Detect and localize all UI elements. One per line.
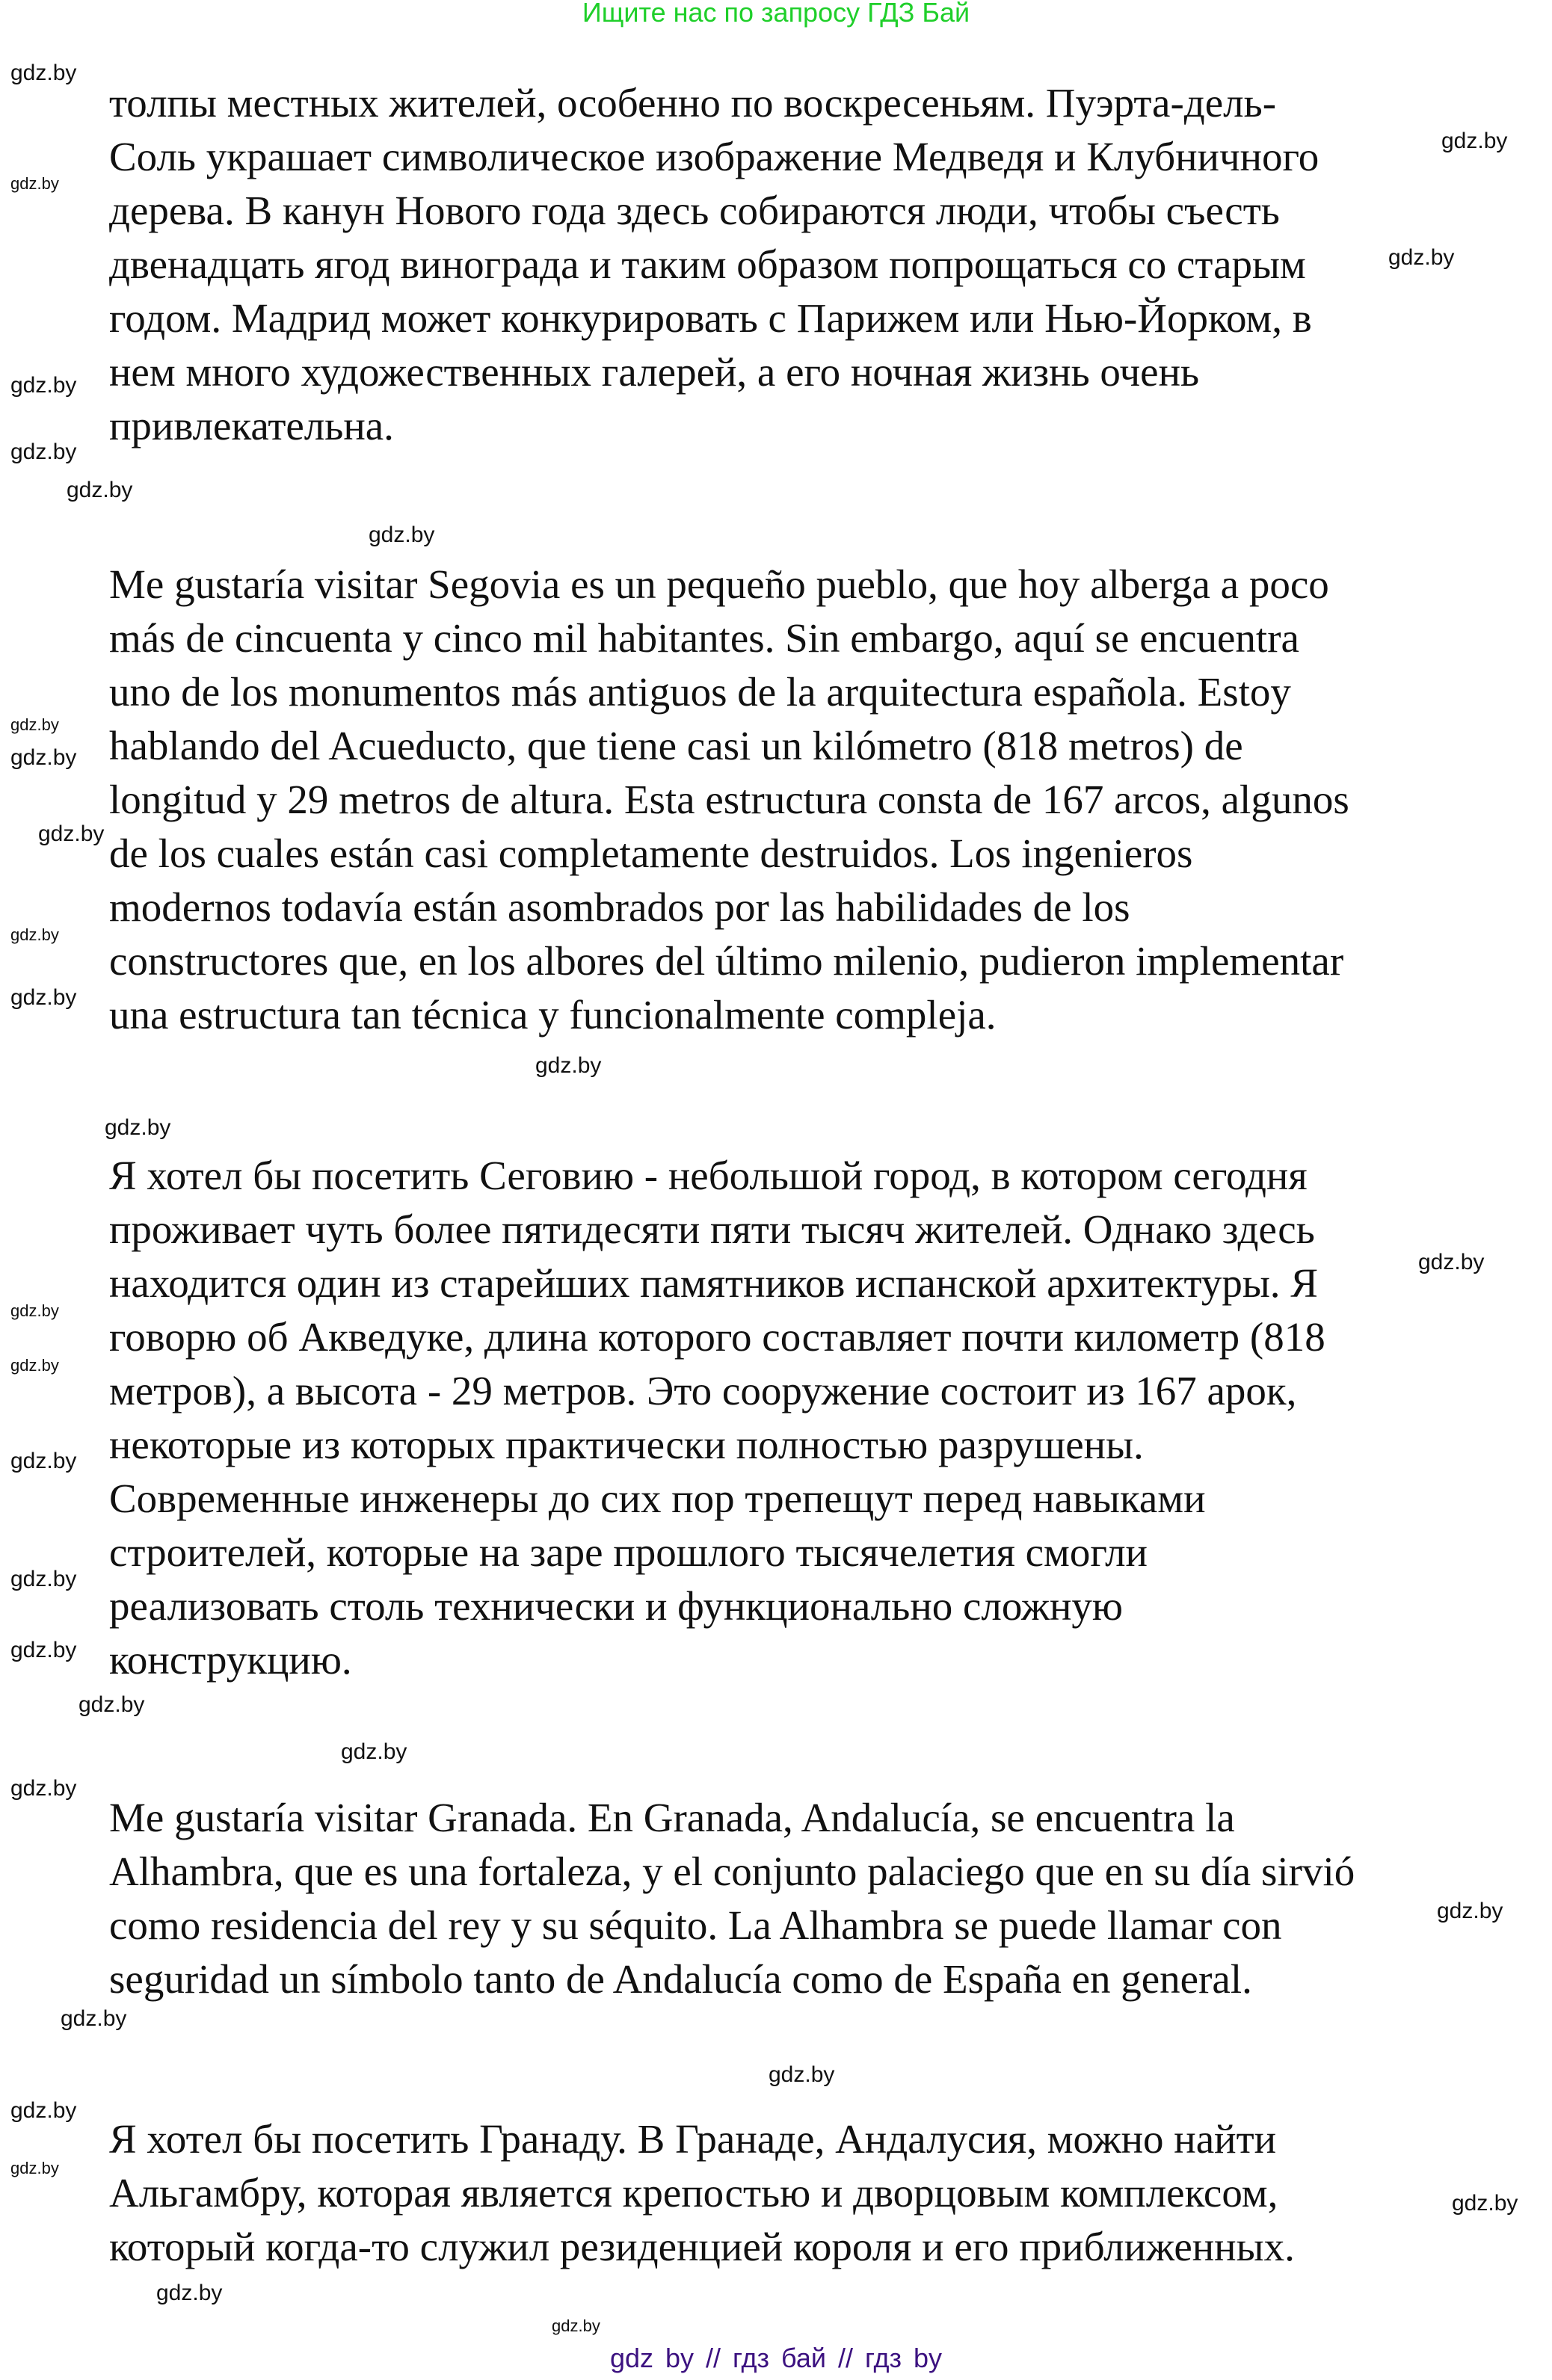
watermark: gdz.by	[10, 61, 77, 85]
text-line: реализовать столь технически и функционально сложную	[109, 1583, 1124, 1629]
watermark: gdz.by	[10, 1356, 59, 1375]
text-line: привлекательна.	[109, 403, 394, 448]
text-line: Альгамбру, которая является крепостью и дворцовым комплексом,	[109, 2170, 1278, 2216]
text-line: толпы местных жителей, особенно по воскресеньям. Пуэрта-дель-	[109, 80, 1277, 126]
watermark: gdz.by	[341, 1739, 407, 1764]
watermark: gdz.by	[769, 2062, 835, 2087]
text-line: Я хотел бы посетить Сеговию - небольшой город, в котором сегодня	[109, 1153, 1308, 1198]
watermark: gdz.by	[38, 821, 105, 846]
text-line: конструкцию.	[109, 1637, 352, 1683]
text-line: Alhambra, que es una fortaleza, y el conjunto palaciego que en su día sirvió	[109, 1849, 1355, 1894]
text-line: como residencia del rey y su séquito. La Alhambra se puede llamar con	[109, 1902, 1282, 1948]
watermark: gdz.by	[1437, 1899, 1503, 1923]
text-line: строителей, которые на заре прошлого тысячелетия смогли	[109, 1529, 1148, 1575]
text-line: находится один из старейших памятников испанской архитектуры. Я	[109, 1260, 1318, 1306]
text-line: некоторые из которых практически полностью разрушены.	[109, 1422, 1144, 1467]
watermark: gdz.by	[10, 1776, 77, 1801]
watermark: gdz.by	[552, 2316, 600, 2335]
text-paragraph	[109, 558, 1349, 1042]
text-line: Современные инженеры до сих пор трепещут перед навыками	[109, 1476, 1206, 1521]
watermark: gdz.by	[1452, 2191, 1518, 2216]
watermark: gdz.by	[535, 1053, 602, 1078]
watermark: gdz.by	[10, 1449, 77, 1473]
watermark: gdz.by	[105, 1115, 171, 1140]
watermark: gdz.by	[10, 440, 77, 464]
text-line: нем много художественных галерей, а его ночная жизнь очень	[109, 349, 1200, 395]
text-paragraph	[109, 1791, 1355, 2006]
watermark: gdz.by	[10, 925, 59, 944]
watermark: gdz.by	[1418, 1250, 1485, 1274]
text-line: Соль украшает символическое изображение Медведя и Клубничного	[109, 134, 1319, 179]
text-line: más de cincuenta y cinco mil habitantes. Sin embargo, aquí se encuentra	[109, 615, 1299, 661]
watermark: gdz.by	[10, 2159, 59, 2177]
watermark: gdz.by	[10, 1301, 59, 1320]
text-line: una estructura tan técnica y funcionalmente compleja.	[109, 992, 997, 1038]
watermark: gdz.by	[10, 174, 59, 193]
text-line: hablando del Acueducto, que tiene casi un kilómetro (818 metros) de	[109, 723, 1243, 768]
text-line: который когда-то служил резиденцией короля и его приближенных.	[109, 2224, 1295, 2269]
text-line: longitud y 29 metros de altura. Esta estructura consta de 167 arcos, algunos	[109, 777, 1349, 822]
search-hint-banner: Ищите нас по запросу ГДЗ Бай	[582, 0, 970, 28]
watermark: gdz.by	[78, 1692, 145, 1717]
text-line: Я хотел бы посетить Гранаду. В Гранаде, Андалусия, можно найти	[109, 2116, 1277, 2162]
watermark: gdz.by	[10, 715, 59, 734]
text-line: uno de los monumentos más antiguos de la arquitectura española. Estoy	[109, 669, 1291, 715]
watermark: gdz.by	[10, 1638, 77, 1662]
watermark: gdz.by	[61, 2006, 127, 2031]
text-line: constructores que, en los albores del último milenio, pudieron implementar	[109, 938, 1344, 984]
watermark: gdz.by	[10, 373, 77, 398]
text-line: Me gustaría visitar Granada. En Granada, Andalucía, se encuentra la	[109, 1795, 1235, 1840]
text-line: метров), а высота - 29 метров. Это сооружение состоит из 167 арок,	[109, 1368, 1297, 1413]
watermark: gdz.by	[1441, 129, 1508, 153]
text-line: de los cuales están casi completamente destruidos. Los ingenieros	[109, 830, 1193, 876]
text-line: Me gustaría visitar Segovia es un pequeño pueblo, que hoy alberga a poco	[109, 561, 1329, 607]
text-paragraph	[109, 2112, 1295, 2274]
watermark: gdz.by	[1388, 245, 1455, 270]
watermark: gdz.by	[67, 478, 133, 502]
watermark: gdz.by	[156, 2281, 223, 2305]
watermark: gdz.by	[10, 2098, 77, 2123]
text-paragraph	[109, 1149, 1325, 1687]
footer-site-links: gdz by // гдз бай // гдз by	[609, 2343, 943, 2373]
text-line: двенадцать ягод винограда и таким образом попрощаться со старым	[109, 241, 1306, 287]
text-line: годом. Мадрид может конкурировать с Парижем или Нью-Йорком, в	[109, 295, 1312, 341]
text-line: проживает чуть более пятидесяти пяти тысяч жителей. Однако здесь	[109, 1206, 1315, 1252]
watermark: gdz.by	[10, 985, 77, 1010]
watermark: gdz.by	[10, 1567, 77, 1591]
watermark: gdz.by	[10, 745, 77, 770]
text-paragraph	[109, 76, 1319, 453]
watermark: gdz.by	[369, 522, 435, 547]
text-line: дерева. В канун Нового года здесь собираются люди, чтобы съесть	[109, 188, 1280, 233]
text-line: modernos todavía están asombrados por las habilidades de los	[109, 884, 1130, 930]
text-line: seguridad un símbolo tanto de Andalucía como de España en general.	[109, 1956, 1252, 2002]
text-line: говорю об Акведуке, длина которого составляет почти километр (818	[109, 1314, 1325, 1360]
